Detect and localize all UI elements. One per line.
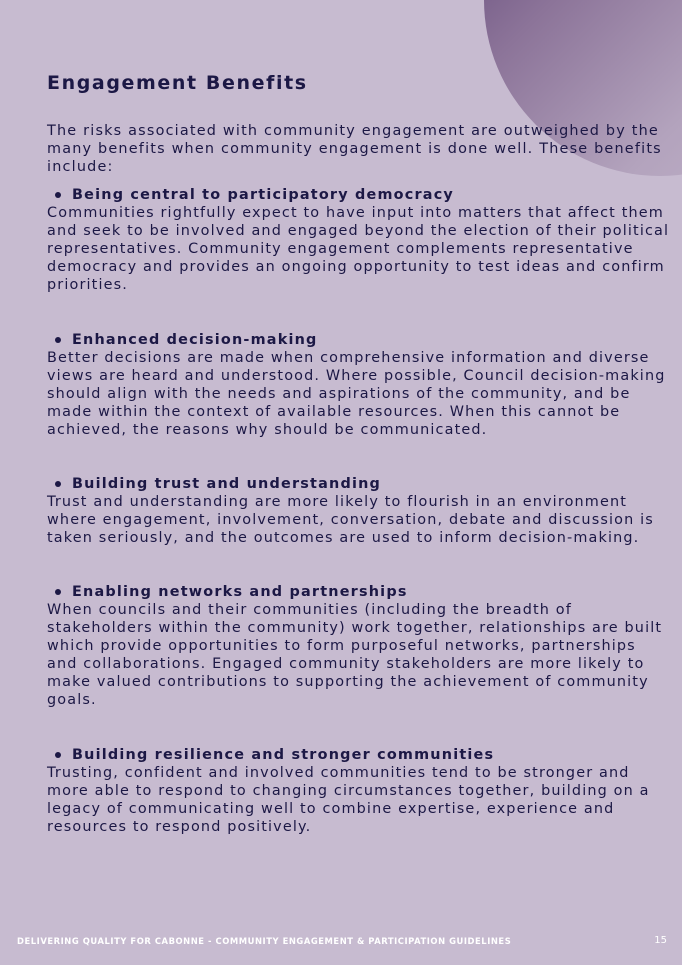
bullet-icon xyxy=(55,481,61,487)
page-footer xyxy=(17,935,667,946)
benefit-item xyxy=(47,475,672,547)
benefit-item xyxy=(47,583,672,709)
benefit-title-text: Building trust and understanding xyxy=(72,476,382,492)
benefit-description: When councils and their communities (including the breadth of stakeholders within the community) work together, relationships are built which provide opportunities to form purposeful networks, partnerships and collaborations. Engaged community stakeholders are more likely to make valued contributions to supporting the achievement of community goals. xyxy=(47,602,663,708)
benefit-title xyxy=(55,583,672,601)
benefit-title-text: Being central to participatory democracy xyxy=(72,187,454,203)
benefit-item xyxy=(47,746,672,836)
benefit-title-text: Enabling networks and partnerships xyxy=(72,584,408,600)
benefit-title-text: Building resilience and stronger communities xyxy=(72,747,495,763)
intro-paragraph: The risks associated with community engagement are outweighed by the many benefits when community engagement is done well. These benefits include: xyxy=(47,123,662,175)
benefit-title xyxy=(55,746,672,764)
benefit-title xyxy=(55,475,672,493)
benefit-description: Better decisions are made when comprehensive information and diverse views are heard and understood. Where possible, Council decision-making should align with the needs and aspirations of the community, and be made within the context of available resources. When this cannot be achieved, the reasons why should be communicated. xyxy=(47,350,666,438)
bullet-icon xyxy=(55,192,61,198)
benefit-description: Communities rightfully expect to have input into matters that affect them and seek to be involved and engaged beyond the election of their political representatives. Community engagement complements representative democracy and provides an ongoing opportunity to test ideas and confirm priorities. xyxy=(47,205,670,293)
benefit-item xyxy=(47,186,672,294)
benefit-title xyxy=(55,186,672,204)
benefit-title-text: Enhanced decision-making xyxy=(72,332,318,348)
bullet-icon xyxy=(55,752,61,758)
bullet-icon xyxy=(55,337,61,343)
bullet-icon xyxy=(55,589,61,595)
footer-text: DELIVERING QUALITY FOR CABONNE - COMMUNITY ENGAGEMENT & PARTICIPATION GUIDELINES xyxy=(17,935,512,946)
benefit-description: Trusting, confident and involved communities tend to be stronger and more able to respond to changing circumstances together, building on a legacy of communicating well to combine expertise, experience and resources to respond positively. xyxy=(47,765,650,835)
page-heading: Engagement Benefits xyxy=(47,72,308,94)
intro-section xyxy=(47,72,667,176)
benefit-item xyxy=(47,331,672,439)
page-number: 15 xyxy=(654,935,667,946)
benefit-title xyxy=(55,331,672,349)
benefit-description: Trust and understanding are more likely to flourish in an environment where engagement, involvement, conversation, debate and discussion is taken seriously, and the outcomes are used to inform decision-making. xyxy=(47,494,654,546)
